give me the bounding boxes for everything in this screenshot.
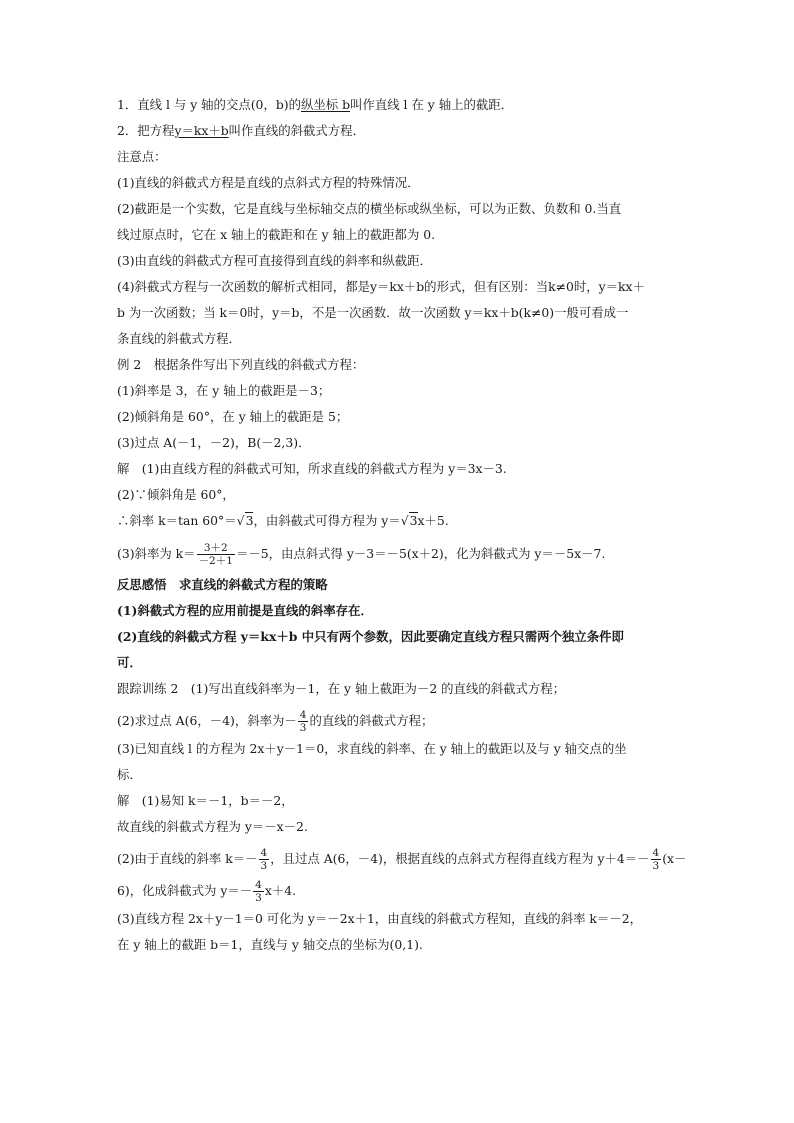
reflection-1: (1)斜截式方程的应用前提是直线的斜率存在．	[117, 603, 373, 618]
example-2-part-3: (3)过点 A(－1，－2)，B(－2,3)．	[117, 435, 311, 450]
note-3: (3)由直线的斜截式方程可直接得到直线的斜率和纵截距．	[117, 253, 432, 268]
solution-1: 解 (1)由直线方程的斜截式可知，所求直线的斜截式方程为 y＝3x－3.	[117, 461, 507, 476]
answer-2: (2)由于直线的斜率 k＝－ $\frac{4}{3}$ ，且过点 A(6，－4)，根据直线的点斜式方程得直线方程为 y＋4＝－ $\frac{4}{3}$ (x－	[117, 847, 687, 872]
definition-2-key: y＝kx＋b	[174, 123, 229, 138]
example-2-part-1: (1)斜率是 3，在 y 轴上的截距是－3；	[117, 383, 331, 398]
note-title: 注意点：	[117, 149, 167, 164]
answer-3-line-1: (3)直线方程 2x＋y－1＝0 可化为 y＝－2x＋1，由直线的斜截式方程知，直线的斜率 k＝－2，	[117, 911, 642, 926]
definition-2-tail: 叫作直线的斜截式方程．	[228, 123, 365, 138]
fraction: $\frac{4}{3}$	[652, 847, 660, 872]
definition-1-tail: 叫作直线 l 在 y 轴上的截距．	[350, 97, 514, 112]
definition-1	[117, 97, 513, 113]
training-2-title: 跟踪训练 2 (1)写出直线斜率为－1，在 y 轴上截距为－2 的直线的斜截式方程；	[117, 681, 566, 696]
reflection-2-line-1: (2)直线的斜截式方程 y＝kx＋b 中只有两个参数，因此要确定直线方程只需两个独立条件即	[117, 629, 624, 644]
note-1: (1)直线的斜截式方程是直线的点斜式方程的特殊情况．	[117, 175, 420, 190]
fraction: $\frac{3+2}{-2+1}$	[198, 542, 233, 567]
training-2-part-3-line-1: (3)已知直线 l 的方程为 2x＋y－1＝0，求直线的斜率、在 y 轴上的截距以及与 y 轴交点的坐	[117, 741, 627, 756]
training-2-part-2: (2)求过点 A(6，－4)，斜率为－ $\frac{4}{3}$ 的直线的斜截式方程；	[117, 709, 434, 734]
answer-2-result: 6)，化成斜截式为 y＝－ $\frac{4}{3}$ x＋4.	[117, 879, 297, 904]
answer-1-result: 故直线的斜截式方程为 y＝－x－2.	[117, 819, 308, 834]
reflection-title: 反思感悟 求直线的斜截式方程的策略	[117, 577, 328, 592]
solution-2-slope: ∴斜率 k＝tan 60°＝√3，由斜截式可得方程为 y＝√3x＋5.	[117, 513, 449, 528]
definition-1-text: 1．直线 l 与 y 轴的交点(0，b)的	[117, 97, 301, 112]
fraction: $\frac{4}{3}$	[260, 847, 268, 872]
definition-2-text: 2．把方程	[117, 123, 175, 138]
note-4-line-2: b 为一次函数；当 k＝0时，y＝b，不是一次函数．故一次函数 y＝kx＋b(k≠0)一般可看成一	[117, 305, 629, 320]
note-4-line-3: 条直线的斜截式方程．	[117, 331, 241, 346]
note-2-line-2: 线过原点时，它在 x 轴上的截距和在 y 轴上的截距都为 0.	[117, 227, 436, 242]
note-2-line-1: (2)截距是一个实数，它是直线与坐标轴交点的横坐标或纵坐标，可以为正数、负数和 0.当直	[117, 201, 622, 216]
definition-2	[117, 123, 365, 139]
example-2-part-2: (2)倾斜角是 60°，在 y 轴上的截距是 5；	[117, 409, 349, 424]
reflection-2-line-2: 可．	[117, 655, 142, 670]
training-2-part-3-line-2: 标．	[117, 767, 142, 782]
answer-3-line-2: 在 y 轴上的截距 b＝1，直线与 y 轴交点的坐标为(0,1).	[117, 937, 423, 952]
fraction: $\frac{4}{3}$	[299, 709, 307, 734]
answer-1: 解 (1)易知 k＝－1，b＝－2，	[117, 793, 294, 808]
example-2-title: 例 2 根据条件写出下列直线的斜截式方程：	[117, 357, 365, 372]
solution-3: (3)斜率为 k＝ $\frac{3+2}{-2+1}$ ＝－5，由点斜式得 y－3＝－5(x＋2)，化为斜截式为 y＝－5x－7.	[117, 542, 606, 567]
note-4-line-1: (4)斜截式方程与一次函数的解析式相同，都是y＝kx＋b的形式，但有区别：当k≠0时，y＝kx＋	[117, 279, 645, 294]
definition-1-key: 纵坐标 b	[301, 97, 351, 112]
solution-2: (2)∵倾斜角是 60°，	[117, 487, 235, 502]
fraction: $\frac{4}{3}$	[255, 879, 262, 904]
